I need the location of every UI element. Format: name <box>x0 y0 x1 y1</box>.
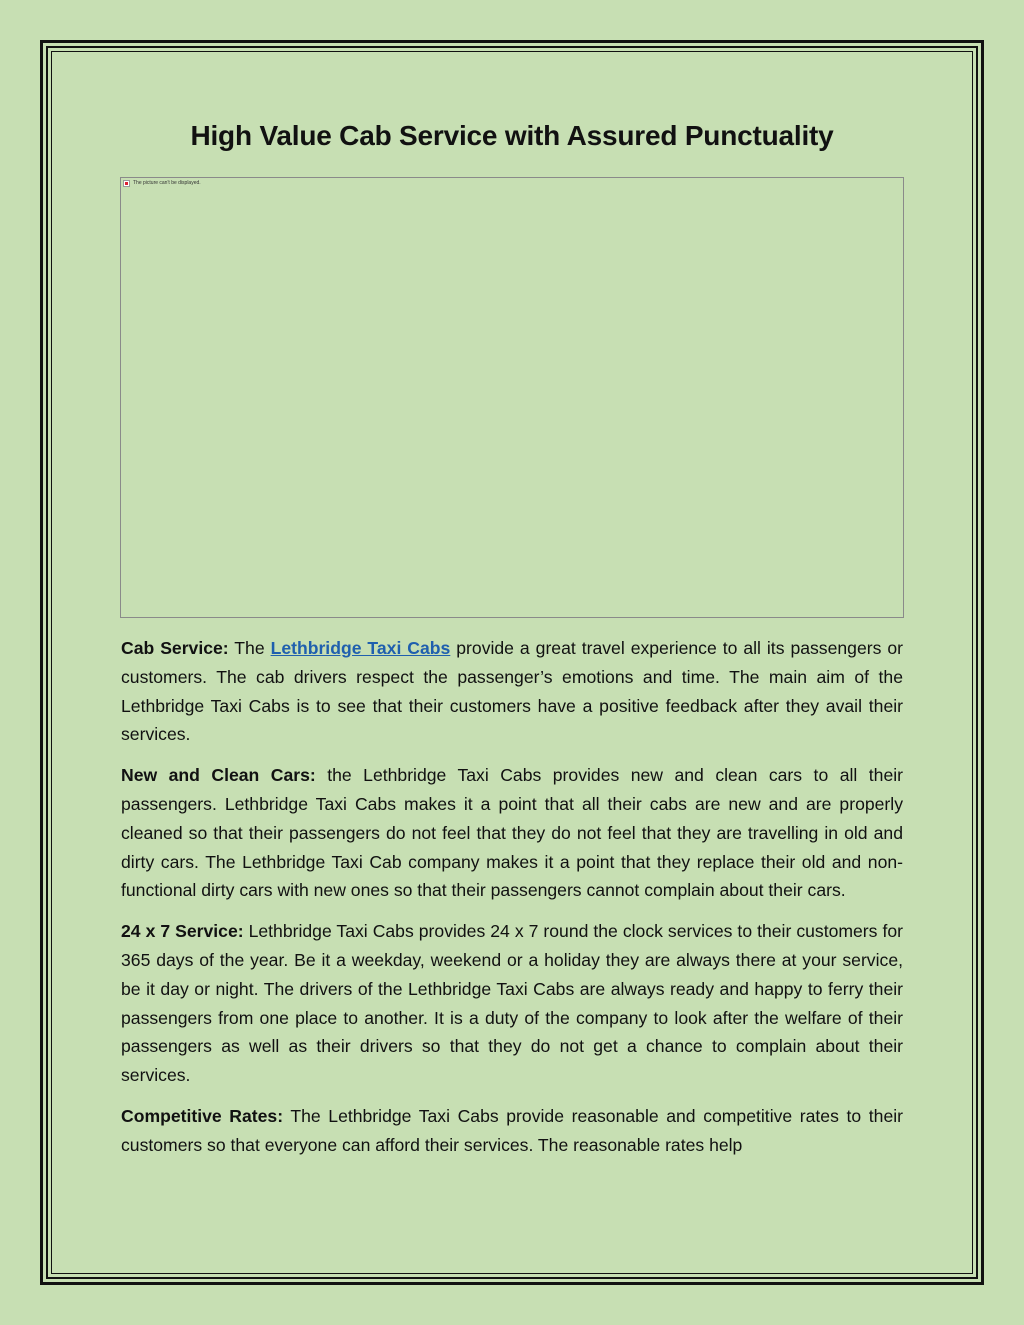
paragraph-lead: Competitive Rates: <box>121 1105 284 1126</box>
article-body <box>121 634 903 1172</box>
paragraph-lead: 24 x 7 Service: <box>121 921 244 942</box>
paragraph-text: provide a great travel experience to all its passengers or customers. The cab drivers respect the passenger’s emotions and time. The main aim of the Lethbridge Taxi Cabs is to see that their customers have a positive feedback after they avail their services. <box>121 638 903 745</box>
broken-image-icon <box>123 180 130 187</box>
broken-image-text: The picture can't be displayed. <box>133 180 201 186</box>
paragraph-new-clean-cars <box>121 761 903 905</box>
paragraph-lead: Cab Service: <box>121 638 229 658</box>
paragraph-cab-service <box>121 634 903 749</box>
paragraph-text: The Lethbridge Taxi Cabs provide reasonable and competitive rates to their customers so that everyone can afford their services. The reasonable rates help <box>121 1105 903 1155</box>
paragraph-text: The <box>228 638 271 658</box>
lethbridge-taxi-cabs-link[interactable]: Lethbridge Taxi Cabs <box>270 638 451 658</box>
paragraph-competitive-rates <box>121 1102 903 1160</box>
paragraph-24x7-service <box>121 917 903 1090</box>
page-title: High Value Cab Service with Assured Punctuality <box>190 120 834 151</box>
paragraph-text: the Lethbridge Taxi Cabs provides new and clean cars to all their passengers. Lethbridge Taxi Cabs makes it a point that all their cabs are new and are properly cleaned so that their passengers do not feel that they do not feel that they are travelling in old and dirty cars. The Lethbridge Taxi Cab company makes it a point that they replace their old and non-functional dirty cars with new ones so that their passengers cannot complain about their cars. <box>121 765 903 901</box>
broken-image-placeholder <box>120 177 904 618</box>
paragraph-text: Lethbridge Taxi Cabs provides 24 x 7 round the clock services to their customers for 365 days of the year. Be it a weekday, weekend or a holiday they are always there at your service, be it day or night. The drivers of the Lethbridge Taxi Cabs are always ready and happy to ferry their passengers from one place to another. It is a duty of the company to look after the welfare of their passengers as well as their drivers so that they do not get a chance to complain about their services. <box>121 921 903 1086</box>
paragraph-lead: New and Clean Cars: <box>121 765 316 786</box>
